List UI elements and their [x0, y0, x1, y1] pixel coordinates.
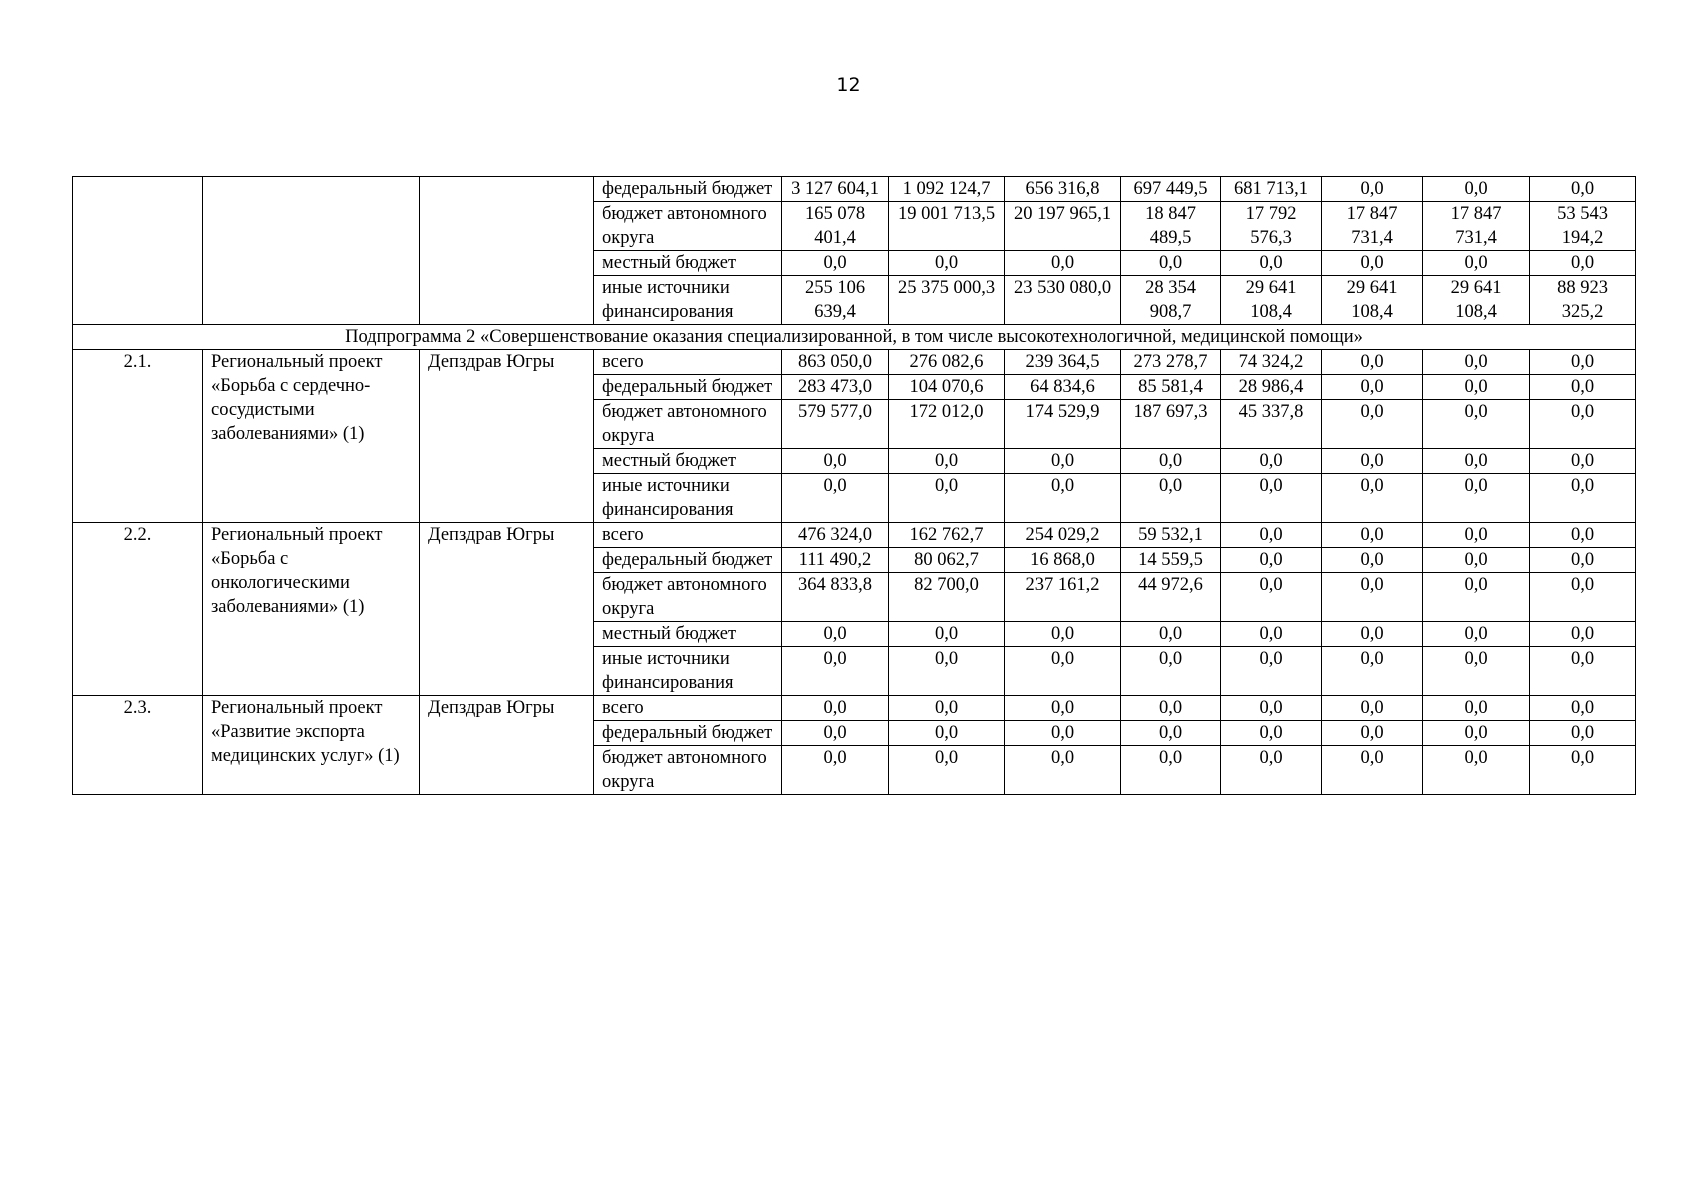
value-cell: 0,0 [1221, 523, 1322, 548]
value-cell: 0,0 [1121, 449, 1221, 474]
funding-source-cell: местный бюджет [594, 622, 782, 647]
value-cell: 0,0 [1530, 400, 1636, 449]
project-executor: Депздрав Югры [420, 350, 594, 523]
value-cell: 0,0 [1530, 251, 1636, 276]
value-cell: 579 577,0 [782, 400, 889, 449]
value-cell: 0,0 [782, 696, 889, 721]
value-cell: 74 324,2 [1221, 350, 1322, 375]
funding-source-cell: всего [594, 350, 782, 375]
funding-source-cell: бюджет автономного округа [594, 400, 782, 449]
value-cell: 0,0 [1322, 647, 1423, 696]
value-cell: 14 559,5 [1121, 548, 1221, 573]
value-cell: 0,0 [1530, 573, 1636, 622]
value-cell: 476 324,0 [782, 523, 889, 548]
value-cell: 0,0 [889, 251, 1005, 276]
value-cell: 0,0 [1322, 177, 1423, 202]
value-cell: 0,0 [1221, 622, 1322, 647]
value-cell: 16 868,0 [1005, 548, 1121, 573]
value-cell: 0,0 [1322, 474, 1423, 523]
project-name: Региональный проект «Борьба с сердечно-сосудистыми заболеваниями» (1) [203, 350, 420, 523]
value-cell: 0,0 [1121, 746, 1221, 795]
project-name: Региональный проект «Борьба с онкологическими заболеваниями» (1) [203, 523, 420, 696]
value-cell: 0,0 [1221, 449, 1322, 474]
value-cell: 0,0 [889, 696, 1005, 721]
value-cell: 0,0 [889, 746, 1005, 795]
value-cell: 239 364,5 [1005, 350, 1121, 375]
value-cell: 0,0 [1221, 548, 1322, 573]
value-cell: 17 847 731,4 [1322, 202, 1423, 251]
table-body [73, 177, 1636, 795]
funding-source-cell: иные источники финансирования [594, 647, 782, 696]
project-executor: Депздрав Югры [420, 523, 594, 696]
value-cell: 0,0 [1221, 647, 1322, 696]
value-cell: 45 337,8 [1221, 400, 1322, 449]
funding-source-cell: бюджет автономного округа [594, 746, 782, 795]
value-cell: 697 449,5 [1121, 177, 1221, 202]
value-cell: 0,0 [1423, 622, 1530, 647]
funding-source-cell: бюджет автономного округа [594, 202, 782, 251]
value-cell: 0,0 [889, 622, 1005, 647]
value-cell: 0,0 [1221, 696, 1322, 721]
funding-source-cell: иные источники финансирования [594, 474, 782, 523]
value-cell: 0,0 [1530, 647, 1636, 696]
empty-num-cell [73, 177, 203, 325]
project-executor: Депздрав Югры [420, 696, 594, 795]
funding-source-cell: федеральный бюджет [594, 721, 782, 746]
value-cell: 0,0 [1423, 573, 1530, 622]
value-cell: 0,0 [889, 474, 1005, 523]
value-cell: 0,0 [889, 449, 1005, 474]
value-cell: 17 847 731,4 [1423, 202, 1530, 251]
value-cell: 187 697,3 [1121, 400, 1221, 449]
value-cell: 0,0 [1221, 474, 1322, 523]
value-cell: 28 986,4 [1221, 375, 1322, 400]
value-cell: 0,0 [1423, 350, 1530, 375]
page-number: 12 [836, 74, 861, 96]
value-cell: 0,0 [1530, 721, 1636, 746]
value-cell: 29 641 108,4 [1322, 276, 1423, 325]
value-cell: 1 092 124,7 [889, 177, 1005, 202]
value-cell: 863 050,0 [782, 350, 889, 375]
value-cell: 0,0 [1423, 721, 1530, 746]
table-row [73, 350, 1636, 375]
value-cell: 29 641 108,4 [1221, 276, 1322, 325]
value-cell: 0,0 [1322, 696, 1423, 721]
value-cell: 0,0 [1005, 251, 1121, 276]
value-cell: 656 316,8 [1005, 177, 1121, 202]
funding-source-cell: бюджет автономного округа [594, 573, 782, 622]
value-cell: 0,0 [1530, 350, 1636, 375]
value-cell: 0,0 [782, 474, 889, 523]
empty-name-cell [203, 177, 420, 325]
value-cell: 0,0 [782, 721, 889, 746]
value-cell: 165 078 401,4 [782, 202, 889, 251]
value-cell: 0,0 [1530, 622, 1636, 647]
funding-source-cell: местный бюджет [594, 251, 782, 276]
value-cell: 0,0 [1423, 449, 1530, 474]
funding-source-cell: федеральный бюджет [594, 177, 782, 202]
value-cell: 0,0 [1005, 696, 1121, 721]
value-cell: 0,0 [1121, 474, 1221, 523]
value-cell: 0,0 [1322, 746, 1423, 795]
project-name: Региональный проект «Развитие экспорта медицинских услуг» (1) [203, 696, 420, 795]
value-cell: 82 700,0 [889, 573, 1005, 622]
value-cell: 25 375 000,3 [889, 276, 1005, 325]
value-cell: 19 001 713,5 [889, 202, 1005, 251]
value-cell: 20 197 965,1 [1005, 202, 1121, 251]
value-cell: 17 792 576,3 [1221, 202, 1322, 251]
value-cell: 254 029,2 [1005, 523, 1121, 548]
value-cell: 0,0 [1423, 177, 1530, 202]
value-cell: 0,0 [1005, 746, 1121, 795]
value-cell: 0,0 [782, 647, 889, 696]
subprogram-title: Подпрограмма 2 «Совершенствование оказания специализированной, в том числе высокотехнологичной, медицинской помощи» [73, 325, 1636, 350]
value-cell: 0,0 [782, 746, 889, 795]
value-cell: 0,0 [1121, 647, 1221, 696]
value-cell: 0,0 [1322, 375, 1423, 400]
value-cell: 0,0 [1322, 573, 1423, 622]
value-cell: 174 529,9 [1005, 400, 1121, 449]
value-cell: 0,0 [1322, 400, 1423, 449]
value-cell: 44 972,6 [1121, 573, 1221, 622]
value-cell: 0,0 [1423, 696, 1530, 721]
value-cell: 273 278,7 [1121, 350, 1221, 375]
value-cell: 255 106 639,4 [782, 276, 889, 325]
value-cell: 85 581,4 [1121, 375, 1221, 400]
value-cell: 172 012,0 [889, 400, 1005, 449]
project-number: 2.3. [73, 696, 203, 795]
empty-executor-cell [420, 177, 594, 325]
value-cell: 88 923 325,2 [1530, 276, 1636, 325]
value-cell: 0,0 [1423, 523, 1530, 548]
value-cell: 0,0 [1005, 721, 1121, 746]
funding-source-cell: всего [594, 696, 782, 721]
table-row [73, 523, 1636, 548]
value-cell: 0,0 [1005, 449, 1121, 474]
value-cell: 3 127 604,1 [782, 177, 889, 202]
value-cell: 59 532,1 [1121, 523, 1221, 548]
value-cell: 0,0 [1322, 449, 1423, 474]
value-cell: 0,0 [1530, 449, 1636, 474]
value-cell: 0,0 [1423, 548, 1530, 573]
funding-source-cell: иные источники финансирования [594, 276, 782, 325]
value-cell: 0,0 [1121, 696, 1221, 721]
financing-table [72, 176, 1636, 795]
value-cell: 283 473,0 [782, 375, 889, 400]
value-cell: 29 641 108,4 [1423, 276, 1530, 325]
funding-source-cell: местный бюджет [594, 449, 782, 474]
value-cell: 53 543 194,2 [1530, 202, 1636, 251]
value-cell: 0,0 [1005, 474, 1121, 523]
project-number: 2.1. [73, 350, 203, 523]
value-cell: 0,0 [1530, 523, 1636, 548]
table-row [73, 696, 1636, 721]
value-cell: 0,0 [1322, 251, 1423, 276]
value-cell: 0,0 [1005, 622, 1121, 647]
value-cell: 0,0 [1322, 721, 1423, 746]
value-cell: 0,0 [1221, 573, 1322, 622]
table-row [73, 177, 1636, 202]
value-cell: 0,0 [889, 721, 1005, 746]
value-cell: 0,0 [1530, 177, 1636, 202]
value-cell: 0,0 [1322, 523, 1423, 548]
value-cell: 681 713,1 [1221, 177, 1322, 202]
value-cell: 364 833,8 [782, 573, 889, 622]
value-cell: 0,0 [1121, 721, 1221, 746]
value-cell: 237 161,2 [1005, 573, 1121, 622]
value-cell: 0,0 [782, 251, 889, 276]
value-cell: 0,0 [1530, 696, 1636, 721]
value-cell: 104 070,6 [889, 375, 1005, 400]
value-cell: 0,0 [1423, 400, 1530, 449]
value-cell: 0,0 [1423, 746, 1530, 795]
value-cell: 0,0 [1423, 375, 1530, 400]
funding-source-cell: всего [594, 523, 782, 548]
value-cell: 0,0 [889, 647, 1005, 696]
value-cell: 0,0 [1530, 548, 1636, 573]
value-cell: 0,0 [1423, 251, 1530, 276]
value-cell: 64 834,6 [1005, 375, 1121, 400]
funding-source-cell: федеральный бюджет [594, 548, 782, 573]
value-cell: 18 847 489,5 [1121, 202, 1221, 251]
value-cell: 0,0 [1322, 548, 1423, 573]
subprogram-row [73, 325, 1636, 350]
value-cell: 0,0 [1322, 622, 1423, 647]
value-cell: 0,0 [1322, 350, 1423, 375]
value-cell: 0,0 [1423, 474, 1530, 523]
funding-source-cell: федеральный бюджет [594, 375, 782, 400]
value-cell: 23 530 080,0 [1005, 276, 1121, 325]
value-cell: 111 490,2 [782, 548, 889, 573]
value-cell: 0,0 [1221, 721, 1322, 746]
value-cell: 276 082,6 [889, 350, 1005, 375]
value-cell: 0,0 [1221, 251, 1322, 276]
value-cell: 0,0 [1530, 474, 1636, 523]
value-cell: 0,0 [1221, 746, 1322, 795]
value-cell: 0,0 [1121, 622, 1221, 647]
value-cell: 28 354 908,7 [1121, 276, 1221, 325]
value-cell: 0,0 [1530, 746, 1636, 795]
value-cell: 0,0 [1423, 647, 1530, 696]
value-cell: 0,0 [782, 622, 889, 647]
project-number: 2.2. [73, 523, 203, 696]
value-cell: 0,0 [1005, 647, 1121, 696]
value-cell: 80 062,7 [889, 548, 1005, 573]
value-cell: 0,0 [1530, 375, 1636, 400]
value-cell: 0,0 [1121, 251, 1221, 276]
value-cell: 0,0 [782, 449, 889, 474]
value-cell: 162 762,7 [889, 523, 1005, 548]
